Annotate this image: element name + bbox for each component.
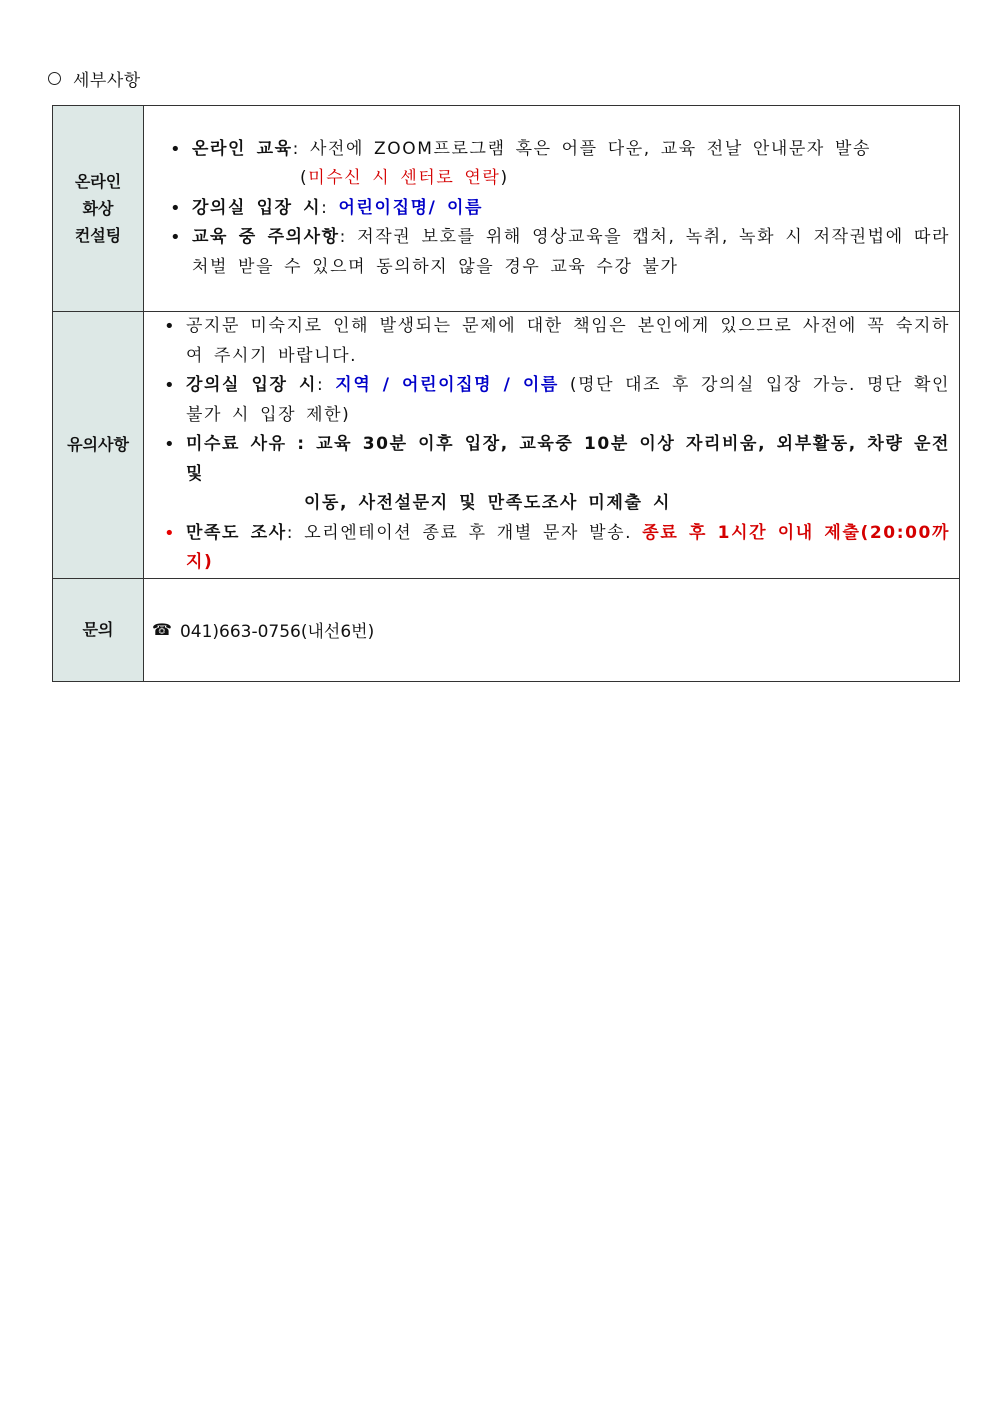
item-title: 강의실 입장 시 (186, 375, 318, 395)
label-line: 유의사항 (67, 435, 129, 455)
item-sep: : (321, 197, 339, 218)
bullet-icon: • (164, 316, 177, 337)
label-line: 온라인 (74, 172, 122, 191)
details-table (52, 105, 960, 682)
label-line: 화상 (82, 199, 114, 218)
item-title: 강의실 입장 시 (192, 197, 322, 218)
label-line: 컨설팅 (74, 226, 122, 245)
item-note: 미수신 시 센터로 연락 (308, 168, 501, 189)
item-title: 온라인 교육 (192, 138, 293, 159)
item-value: 어린이집명/ 이름 (338, 197, 483, 218)
bullet-icon: • (170, 227, 183, 249)
bullet-icon: • (164, 375, 177, 396)
bullet-icon: • (170, 138, 183, 160)
label-line: 문의 (82, 620, 114, 639)
row-label-inquiry (53, 578, 144, 681)
paren-open: ( (300, 168, 309, 189)
table-row-online (53, 106, 960, 312)
list-item (156, 430, 950, 519)
bullet-icon: • (164, 434, 177, 455)
item-title-cont: 이동, 사전설문지 및 만족도조사 미제출 시 (304, 493, 672, 513)
item-text: (명단 대조 후 강의실 입장 가능. 명단 확인 불가 시 입장 제한) (186, 375, 950, 425)
item-text: 공지문 미숙지로 인해 발생되는 문제에 대한 책임은 본인에게 있으므로 사전에 꼭 숙지하여 주시기 바랍니다. (186, 316, 950, 366)
table-row-precautions (53, 312, 960, 579)
list-item (156, 312, 950, 371)
item-title: 미수료 사유 : 교육 30분 이후 입장, 교육중 10분 이상 자리비움, 외부활동, 차량 운전 및 (186, 434, 950, 484)
circle-bullet-icon (48, 72, 61, 85)
list-item (162, 135, 950, 194)
bullet-icon: • (164, 522, 177, 544)
item-note-line (192, 164, 950, 194)
phone-row (152, 617, 950, 642)
item-text: : 사전에 ZOOM프로그램 혹은 어플 다운, 교육 전날 안내문자 발송 (292, 138, 871, 159)
bullet-icon: • (170, 197, 183, 219)
item-title: 교육 중 주의사항 (192, 227, 340, 248)
section-heading (48, 66, 141, 91)
row-label-precautions (53, 312, 144, 579)
item-deadline: 종료 후 1시간 이내 제출(20:00까지) (186, 522, 950, 572)
table-row-inquiry (53, 578, 960, 681)
paren-close: ) (500, 168, 509, 189)
telephone-icon: ☎ (152, 620, 172, 639)
list-item (156, 371, 950, 430)
row-content-precautions (144, 312, 960, 579)
row-content-online (144, 106, 960, 312)
item-text: : 오리엔테이션 종료 후 개별 문자 발송. (286, 522, 643, 543)
phone-number: 041)663-0756(내선6번) (179, 622, 375, 642)
row-label-online (53, 106, 144, 312)
item-value: 지역 / 어린이집명 / 이름 (335, 375, 559, 395)
item-sep: : (317, 375, 336, 395)
item-title: 만족도 조사 (186, 522, 287, 543)
list-item (162, 194, 950, 224)
list-item (156, 519, 950, 578)
row-content-inquiry (144, 578, 960, 681)
list-item (162, 223, 950, 282)
item-text: : 저작권 보호를 위해 영상교육을 캡처, 녹취, 녹화 시 저작권법에 따라 처벌 받을 수 있으며 동의하지 않을 경우 교육 수강 불가 (192, 227, 950, 277)
section-heading-text: 세부사항 (73, 71, 141, 91)
